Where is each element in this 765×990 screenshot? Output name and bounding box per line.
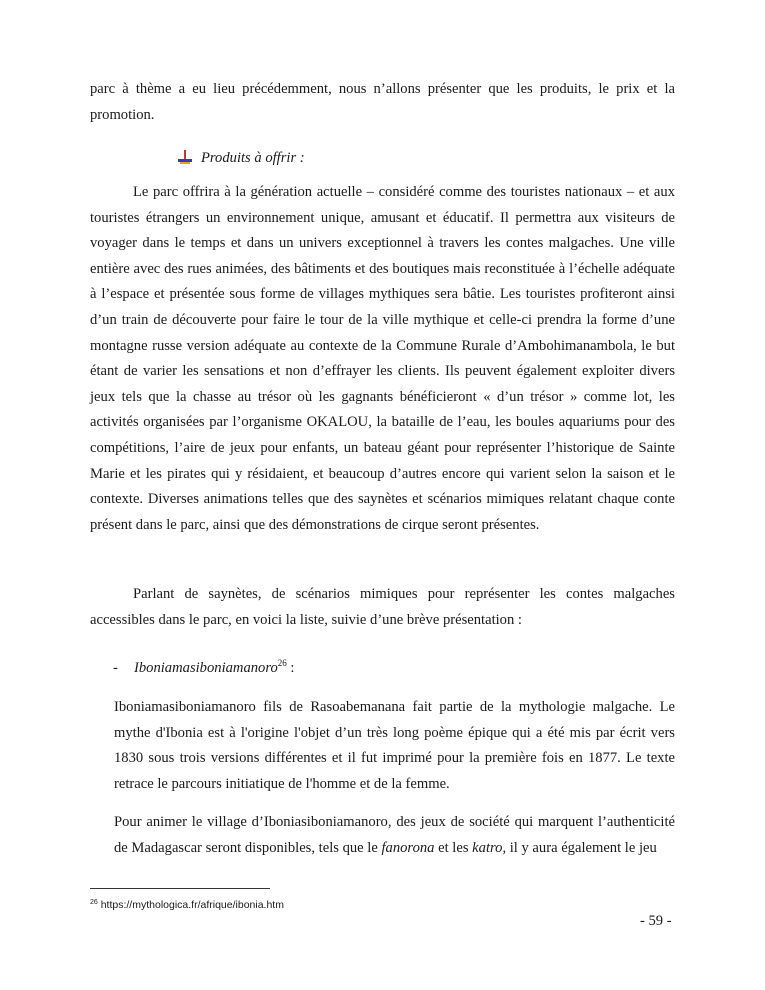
bullet-cross-icon (178, 150, 192, 164)
paragraph-text: , il y aura également le jeu (502, 839, 657, 856)
footnote-link[interactable]: https://mythologica.fr/afrique/ibonia.htm (97, 899, 284, 911)
page-number: - 59 - (640, 913, 672, 929)
footnote-number: 26 (90, 899, 98, 906)
game-name-katro: katro (472, 839, 503, 856)
list-dash: - (113, 660, 118, 676)
paragraph-ibonia-myth: Iboniamasiboniamanoro fils de Rasoabemanana fait partie de la mythologie malgache. Le mythe d'Ibonia est à l'origine l'objet d’un très long poème épique qui a été mis par écrit vers 1830 sous trois versions différentes et il fut imprimé pour la première fois en 1877. Le texte retrace le parcours initiatique de l'homme et de la femme. (114, 699, 675, 792)
footnote-ref[interactable]: 26 (277, 658, 287, 668)
list-item-suffix: : (286, 660, 295, 676)
section-heading (178, 147, 305, 169)
game-name-fanorona: fanorona (381, 839, 435, 856)
paragraph-tales-list-intro: Parlant de saynètes, de scénarios mimiques pour représenter les contes malgaches accessibles dans le parc, en voici la liste, suivie d’une brève présentation : (90, 586, 675, 628)
list-item-ibonia (113, 652, 294, 679)
paragraph-park-offer: Le parc offrira à la génération actuelle – considéré comme des touristes nationaux – et aux touristes étrangers un environnement unique, amusant et éducatif. Il permettra aux visiteurs de voyager dans le temps et dans un univers exceptionnel à travers les contes malgaches. Une ville entière avec des rues animées, des bâtiments et des boutiques mais reconstituée à l’échelle adéquate à l’espace et présentée sous forme de villages mythiques sera bâtie. Les touristes profiteront ainsi d’un train de découverte pour faire le tour de la ville mythique et celle-ci prendra la forme d’une montagne russe version adéquate au contexte de la Commune Rurale d’Ambohimanambola, le but étant de varier les sensations et non d’effrayer les clients. Ils peuvent également exploiter divers jeux tels que la chasse au trésor où les gagnants bénéficieront « d’un trésor » comme lot, les activités organisées par l’organisme OKALOU, la bataille de l’eau, les boules aquariums pour des compétitions, l’aire de jeux pour enfants, un bateau géant pour représenter l’historique de Sainte Marie et les pirates qui y résidaient, et beaucoup d’autres encore qui varient selon la saison et le contexte. Diverses animations telles que des saynètes et scénarios mimiques relatant chaque conte présent dans le parc, ainsi que des démonstrations de cirque seront présentes. (90, 184, 675, 533)
paragraph-village-games (114, 810, 675, 861)
paragraph-text: Pour animer le village d’Iboniasiboniamanoro, des jeux de société qui marquent l’authenticité de Madagascar seront disponibles, tels que le (114, 814, 675, 856)
footnote (90, 896, 284, 912)
list-item-title: Iboniamasiboniamanoro (134, 660, 278, 676)
paragraph-text: et les (434, 839, 473, 856)
footnote-divider (90, 888, 270, 889)
intro-paragraph: parc à thème a eu lieu précédemment, nous n’allons présenter que les produits, le prix et la promotion. (90, 81, 675, 123)
section-heading-text: Produits à offrir : (201, 150, 305, 166)
